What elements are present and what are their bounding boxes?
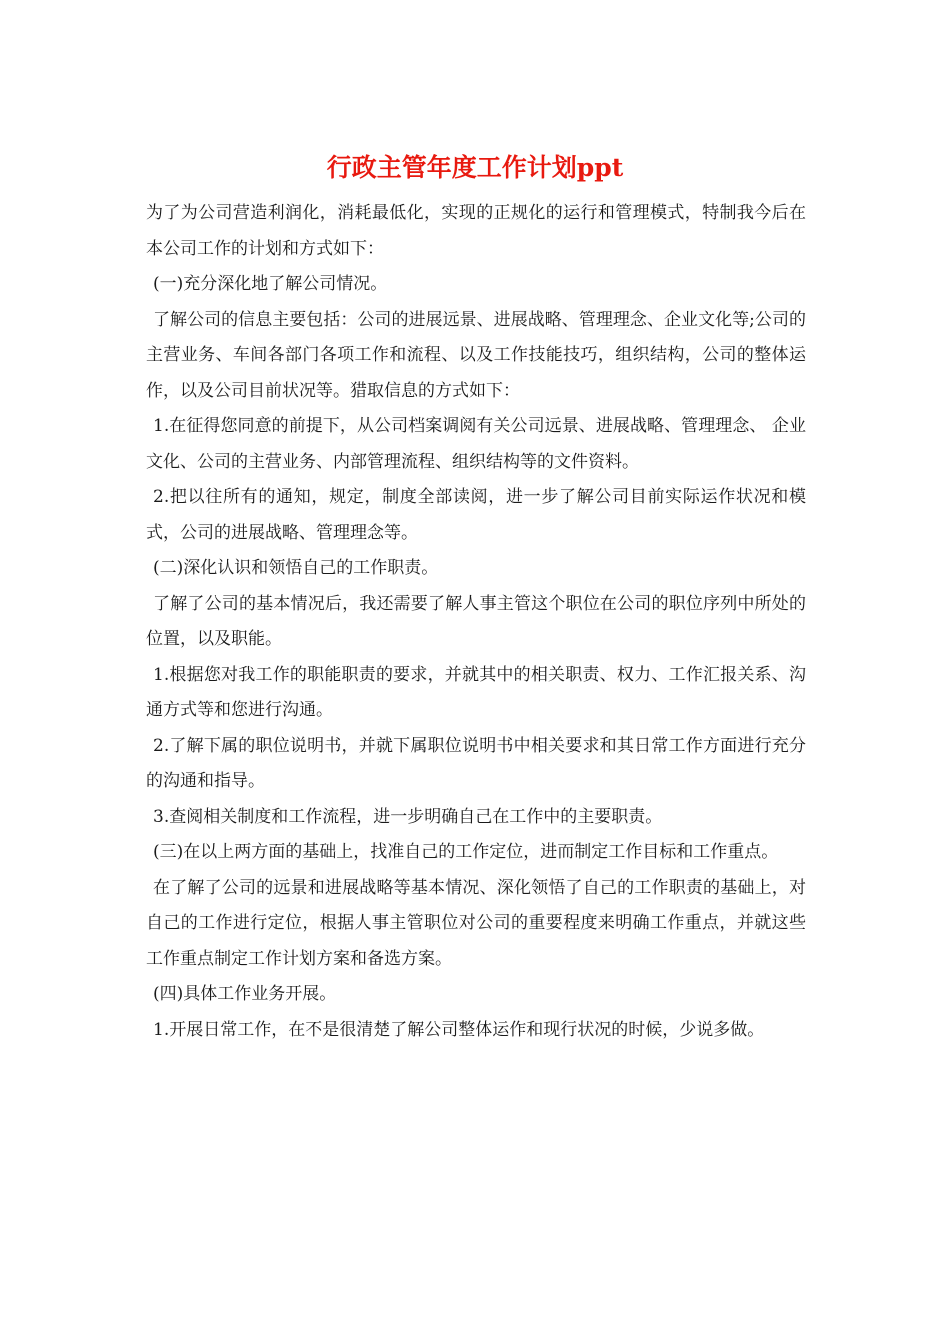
paragraph: 1.根据您对我工作的职能职责的要求，并就其中的相关职责、权力、工作汇报关系、沟通方式等和您进行沟通。 [146, 664, 806, 720]
paragraph: 3.查阅相关制度和工作流程，进一步明确自己在工作中的主要职责。 [153, 806, 663, 827]
paragraph: 在了解了公司的远景和进展战略等基本情况、深化领悟了自己的工作职责的基础上，对自己的工作进行定位，根据人事主管职位对公司的重要程度来明确工作重点，并就这些工作重点制定工作计划方案和备选方案。 [146, 877, 806, 969]
paragraph: (四)具体工作业务开展。 [153, 984, 337, 1004]
paragraph: 1.开展日常工作，在不是很清楚了解公司整体运作和现行状况的时候，少说多做。 [153, 1019, 765, 1040]
paragraph: (二)深化认识和领悟自己的工作职责。 [153, 558, 439, 578]
paragraph: 1.在征得您同意的前提下，从公司档案调阅有关公司远景、进展战略、管理理念、 企业文化、公司的主营业务、内部管理流程、组织结构等的文件资料。 [146, 416, 806, 472]
document-body [146, 196, 806, 1048]
paragraph: 了解了公司的基本情况后，我还需要了解人事主管这个职位在公司的职位序列中所处的位置，以及职能。 [146, 593, 806, 649]
paragraph: (一)充分深化地了解公司情况。 [153, 274, 388, 294]
paragraph: 2.把以往所有的通知，规定，制度全部读阅，进一步了解公司目前实际运作状况和模式，公司的进展战略、管理理念等。 [146, 487, 806, 543]
paragraph: 了解公司的信息主要包括：公司的进展远景、进展战略、管理理念、企业文化等;公司的主营业务、车间各部门各项工作和流程、以及工作技能技巧，组织结构，公司的整体运作，以及公司目前状况等。猎取信息的方式如下： [146, 309, 806, 401]
paragraph: 2.了解下属的职位说明书，并就下属职位说明书中相关要求和其日常工作方面进行充分的沟通和指导。 [146, 735, 806, 791]
document-title: 行政主管年度工作计划ppt [326, 153, 624, 182]
paragraph: (三)在以上两方面的基础上，找准自己的工作定位，进而制定工作目标和工作重点。 [153, 842, 779, 862]
paragraph: 为了为公司营造利润化，消耗最低化，实现的正规化的运行和管理模式，特制我今后在本公司工作的计划和方式如下： [146, 203, 806, 259]
